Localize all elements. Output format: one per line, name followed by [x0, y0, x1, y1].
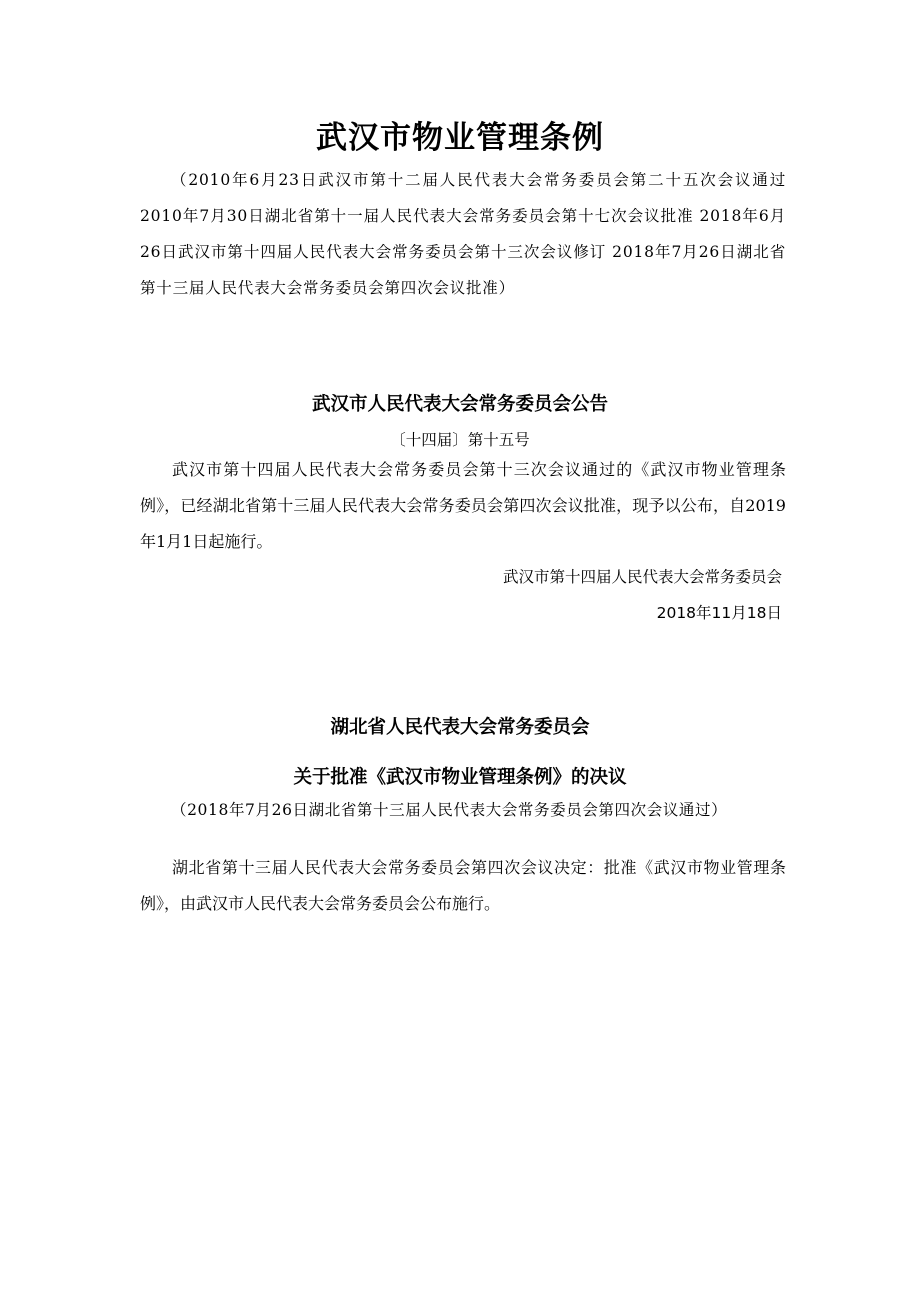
resolution-title-line1: 湖北省人民代表大会常务委员会 [330, 717, 590, 738]
signature-date: 2018年11月18日 [656, 604, 782, 622]
resolution-title-line2: 关于批准《武汉市物业管理条例》的决议 [293, 767, 627, 788]
document-title: 武汉市物业管理条例 [316, 120, 604, 156]
announcement-title: 武汉市人民代表大会常务委员会公告 [311, 394, 608, 415]
announcement-number: 〔十四届〕第十五号 [390, 431, 530, 449]
signature-organization: 武汉市第十四届人民代表大会常务委员会 [502, 568, 782, 586]
legislative-history: （2010年6月23日武汉市第十二届人民代表大会常务委员会第二十五次会议通过 2010年7月30日湖北省第十一届人民代表大会常务委员会第十七次会议批准 2018年6月26日武汉市第十四届人民代表大会常务委员会第十三次会议修订 2018年7月26日湖北省第十三届人民代表大会常务委员会第四次会议批准） [140, 171, 786, 297]
announcement-body: 武汉市第十四届人民代表大会常务委员会第十三次会议通过的《武汉市物业管理条例》，已经湖北省第十三届人民代表大会常务委员会第四次会议批准，现予以公布，自2019年1月1日起施行。 [140, 460, 786, 551]
resolution-note: （2018年7月26日湖北省第十三届人民代表大会常务委员会第四次会议通过） [171, 801, 728, 819]
resolution-body: 湖北省第十三届人民代表大会常务委员会第四次会议决定：批准《武汉市物业管理条例》，由武汉市人民代表大会常务委员会公布施行。 [140, 858, 786, 913]
